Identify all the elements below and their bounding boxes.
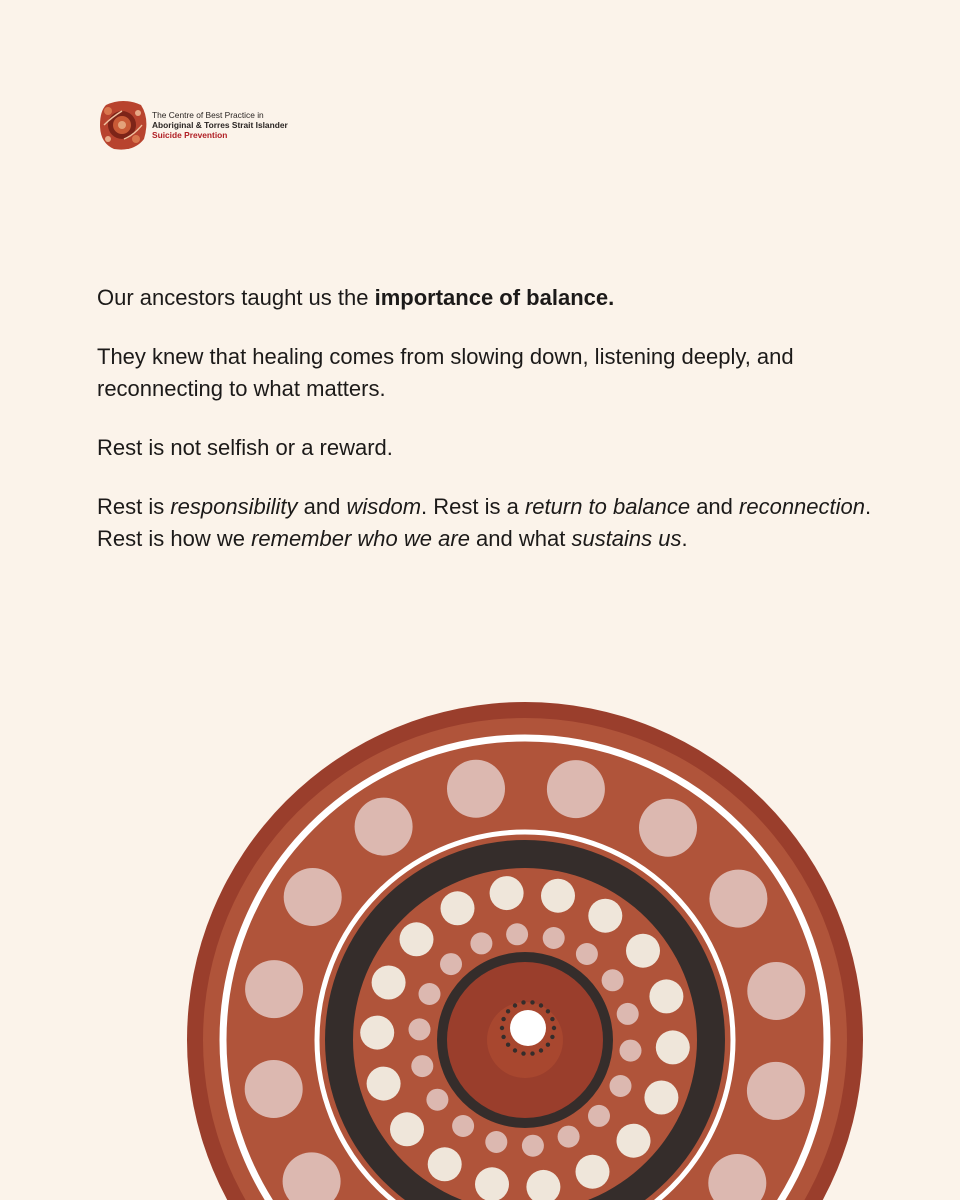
cream-dot: [649, 979, 683, 1013]
cream-dot: [367, 1067, 401, 1101]
outer-pink-dot: [747, 1062, 805, 1120]
inner-pink-dot: [411, 1055, 433, 1077]
center-ring-dot: [539, 1048, 543, 1052]
cream-dot: [576, 1155, 610, 1189]
inner-pink-dot: [440, 953, 462, 975]
p4-i2: wisdom: [346, 494, 422, 519]
cream-dot: [617, 1124, 651, 1158]
inner-pink-dot: [617, 1003, 639, 1025]
inner-pink-dot: [558, 1126, 580, 1148]
p4-t7: .: [681, 526, 688, 551]
inner-pink-dot: [620, 1040, 642, 1062]
inner-pink-dot: [485, 1131, 507, 1153]
p4-t6: and what: [469, 526, 572, 551]
center-ring-dot: [513, 1048, 517, 1052]
cream-dot: [490, 876, 524, 910]
cream-dot: [588, 899, 622, 933]
paragraph-balance: [97, 282, 877, 314]
center-ring-dot: [521, 1051, 525, 1055]
inner-pink-dot: [470, 932, 492, 954]
p4-i1: responsibility: [170, 494, 298, 519]
center-ring-dot: [506, 1043, 510, 1047]
center-ring-dot: [546, 1043, 550, 1047]
inner-pink-dot: [576, 943, 598, 965]
cream-dot: [360, 1016, 394, 1050]
center-ring-dot: [501, 1017, 505, 1021]
center-ring-dot: [550, 1035, 554, 1039]
center-ring-dot: [506, 1009, 510, 1013]
outer-pink-dot: [355, 798, 413, 856]
inner-pink-dot: [452, 1115, 474, 1137]
center-ring-dot: [530, 1000, 534, 1004]
organization-logo: [98, 99, 288, 151]
p1-bold: importance of balance.: [374, 285, 615, 310]
logo-line-1: The Centre of Best Practice in: [152, 110, 264, 120]
center-ring-dot: [530, 1051, 534, 1055]
inner-pink-dot: [522, 1135, 544, 1157]
inner-pink-dot: [419, 983, 441, 1005]
concentric-dot-painting-icon: [0, 640, 960, 1200]
cream-dot: [372, 966, 406, 1000]
p4-t4: and: [690, 494, 740, 519]
cream-dot: [400, 922, 434, 956]
center-ring-dot: [521, 1000, 525, 1004]
center-ring-dot: [539, 1003, 543, 1007]
cream-dot: [441, 891, 475, 925]
dot-painting-emblem-icon: [98, 99, 148, 151]
outer-pink-dot: [747, 962, 805, 1020]
paragraph-healing: They knew that healing comes from slowing down, listening deeply, and reconnecting to what matters.: [97, 344, 794, 401]
p4-t1: Rest is: [97, 494, 171, 519]
paragraph-not-selfish: Rest is not selfish or a reward.: [97, 435, 393, 460]
p4-t2: and: [297, 494, 347, 519]
center-ring-dot: [546, 1009, 550, 1013]
p4-i6: sustains us: [571, 526, 682, 551]
center-ring-dot: [501, 1035, 505, 1039]
inner-pink-dot: [610, 1075, 632, 1097]
center-ring-dot: [513, 1003, 517, 1007]
inner-pink-dot: [409, 1018, 431, 1040]
inner-pink-dot: [543, 927, 565, 949]
cream-dot: [626, 934, 660, 968]
outer-pink-dot: [709, 870, 767, 928]
p4-i3: return to balance: [524, 494, 691, 519]
outer-pink-dot: [284, 868, 342, 926]
paragraph-rest-is: [97, 491, 877, 555]
outer-pink-dot: [245, 960, 303, 1018]
inner-pink-dot: [588, 1105, 610, 1127]
p1-text: Our ancestors taught us the: [97, 285, 375, 310]
center-ring-dot: [500, 1026, 504, 1030]
cream-dot: [644, 1081, 678, 1115]
message-body: [97, 282, 877, 582]
logo-line-2: Aboriginal & Torres Strait Islander: [152, 120, 288, 130]
outer-pink-dot: [639, 799, 697, 857]
cream-dot: [541, 879, 575, 913]
outer-pink-dot: [547, 760, 605, 818]
center-ring-dot: [552, 1026, 556, 1030]
outer-pink-dot: [245, 1060, 303, 1118]
p4-i5: remember who we are: [251, 526, 470, 551]
inner-pink-dot: [426, 1089, 448, 1111]
p4-i4: reconnection: [739, 494, 865, 519]
cream-dot: [475, 1167, 509, 1200]
p4-t5: . Rest is how we: [97, 494, 872, 551]
cream-dot: [428, 1147, 462, 1181]
center-ring-dot: [550, 1017, 554, 1021]
cream-dot: [656, 1030, 690, 1064]
inner-pink-dot: [506, 923, 528, 945]
outer-pink-dot: [447, 760, 505, 818]
inner-pink-dot: [602, 969, 624, 991]
logo-line-3: Suicide Prevention: [152, 130, 228, 140]
p4-t3: . Rest is a: [421, 494, 525, 519]
cream-dot: [390, 1112, 424, 1146]
center-dot: [510, 1010, 546, 1046]
